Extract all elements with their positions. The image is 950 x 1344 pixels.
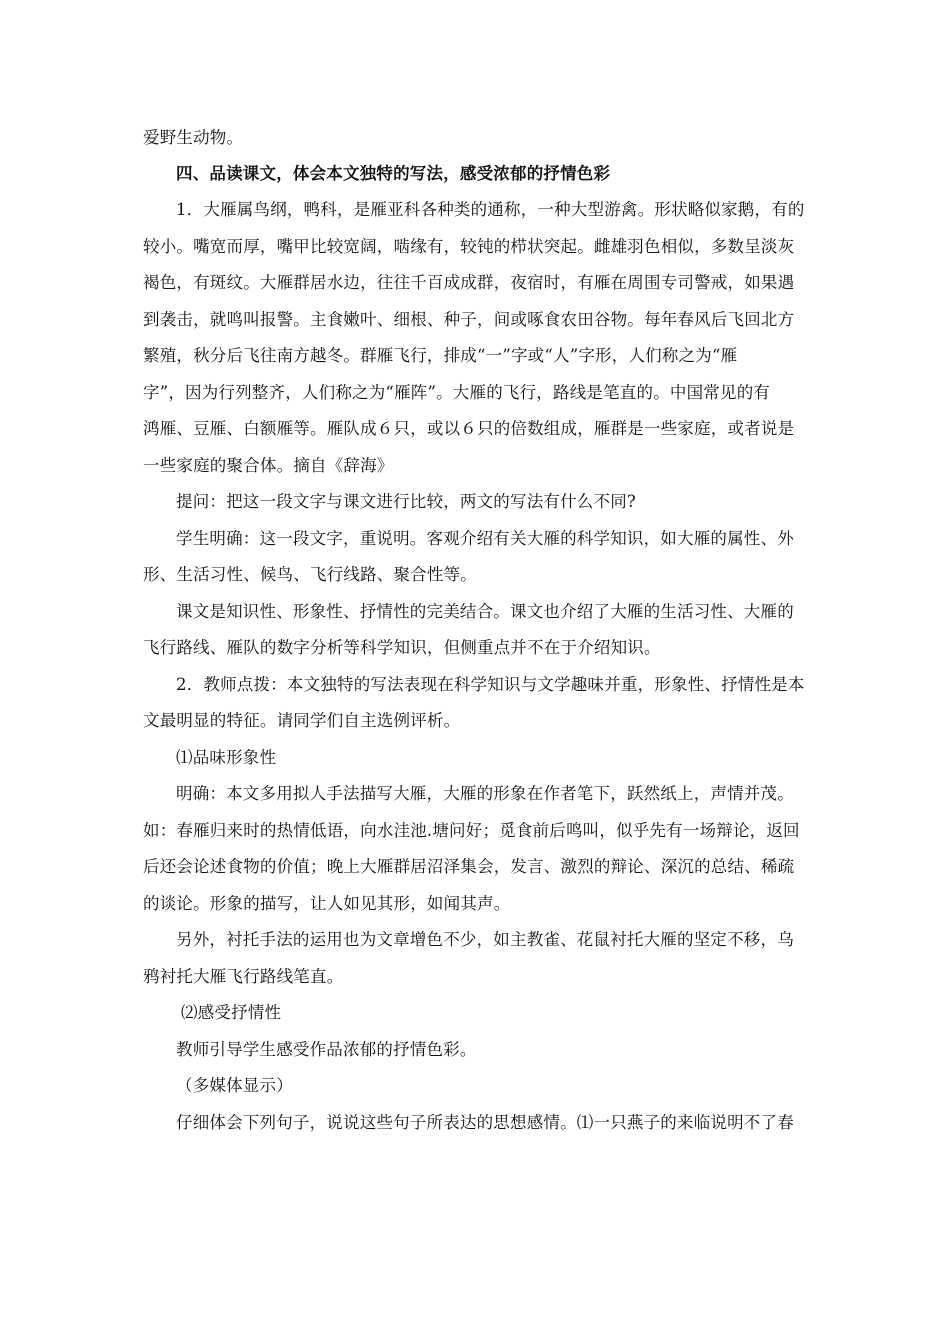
text-line: 飞行路线、雁队的数字分析等科学知识，但侧重点并不在于介绍知识。 (143, 638, 661, 657)
text-line: 繁殖，秋分后飞往南方越冬。群雁飞行，排成“一”字或“人”字形，人们称之为“雁 (143, 346, 738, 365)
section-heading: 四、品读课文，体会本文独特的写法，感受浓郁的抒情色彩 (176, 164, 611, 183)
text-line: 另外，衬托手法的运用也为文章增色不少，如主教雀、花鼠衬托大雁的坚定不移，乌 (176, 930, 794, 949)
text-line: 一些家庭的聚合体。摘自《辞海》 (143, 456, 394, 475)
text-line: 到袭击，就鸣叫报警。主食嫩叶、细根、种子，间或啄食农田谷物。每年春风后飞回北方 (143, 310, 795, 329)
text-line: 2．教师点拨：本文独特的写法表现在科学知识与文学趣味并重，形象性、抒情性是本 (176, 675, 805, 694)
text-line: 鸿雁、豆雁、白额雁等。雁队成６只，或以６只的倍数组成，雁群是一些家庭，或者说是 (143, 419, 795, 438)
text-line: 爱野生动物。 (143, 128, 244, 147)
text-line: 后还会论述食物的价值；晚上大雁群居沼泽集会，发言、激烈的辩论、深沉的总结、稀疏 (143, 857, 795, 876)
text-line: 的谈论。形象的描写，让人如见其形，如闻其声。 (143, 894, 511, 913)
text-line: 较小。嘴宽而厚，嘴甲比较宽阔，啮缘有，较钝的栉状突起。雌雄羽色相似，多数呈淡灰 (143, 237, 795, 256)
text-line: 明确：本文多用拟人手法描写大雁，大雁的形象在作者笔下，跃然纸上，声情并茂。 (176, 784, 794, 803)
subheading: ⑴品味形象性 (176, 748, 277, 767)
subheading: ⑵感受抒情性 (181, 1003, 282, 1022)
text-line: 文最明显的特征。请同学们自主选例评析。 (143, 711, 461, 730)
text-line: 仔细体会下列句子，说说这些句子所表达的思想感情。⑴一只燕子的来临说明不了春 (176, 1113, 794, 1132)
text-line: （多媒体显示） (176, 1076, 293, 1095)
text-line: 学生明确：这一段文字，重说明。客观介绍有关大雁的科学知识，如大雁的属性、外 (176, 529, 794, 548)
text-line: 形、生活习性、候鸟、飞行线路、聚合性等。 (143, 565, 477, 584)
text-line: 教师引导学生感受作品浓郁的抒情色彩。 (176, 1040, 477, 1059)
text-line: 1．大雁属鸟纲，鸭科，是雁亚科各种类的通称，一种大型游禽。形状略似家鹅，有的 (176, 200, 805, 219)
text-line: 如：春雁归来时的热情低语，向水洼池.塘问好；觅食前后鸣叫，似乎先有一场辩论，返回 (143, 821, 800, 840)
text-line: 鸦衬托大雁飞行路线笔直。 (143, 967, 344, 986)
text-line: 字”，因为行列整齐，人们称之为“雁阵”。大雁的飞行，路线是笔直的。中国常见的有 (143, 383, 771, 402)
text-line: 提问：把这一段文字与课文进行比较，两文的写法有什么不同? (176, 492, 636, 511)
text-line: 课文是知识性、形象性、抒情性的完美结合。课文也介绍了大雁的生活习性、大雁的 (176, 602, 794, 621)
text-line: 褐色，有斑纹。大雁群居水边，往往千百成成群，夜宿时，有雁在周围专司警戒，如果遇 (143, 273, 795, 292)
